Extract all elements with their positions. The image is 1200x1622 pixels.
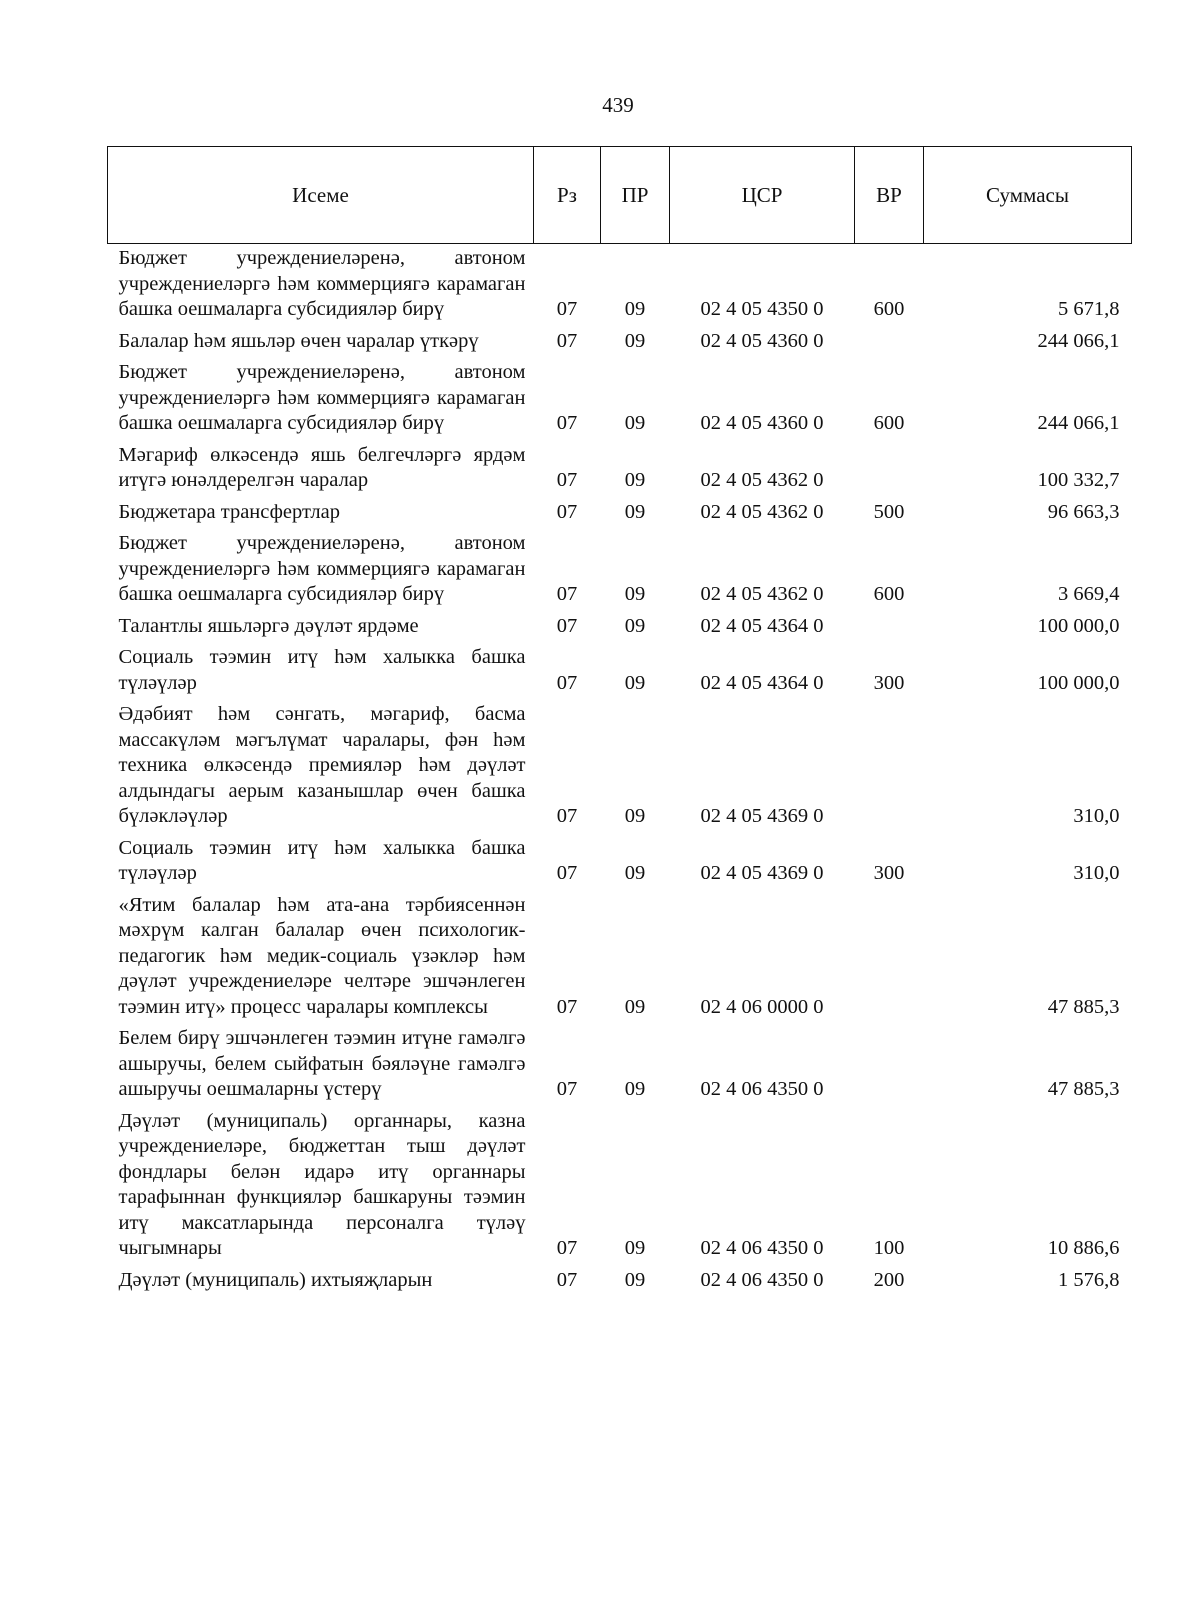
cell-sum: 1 576,8 <box>1058 1268 1120 1291</box>
table-row <box>108 1107 1132 1266</box>
cell-name: Бюджет учреждениеләренә, автоном учреждениеләргә һәм коммерциягә карамаган башка оешмаларга субсидияләр бирү <box>118 532 526 605</box>
cell-pr: 09 <box>624 500 646 523</box>
cell-rz: 07 <box>556 412 578 434</box>
cell-name: Социаль тәэмин итү һәм халыкка башка түләүләр <box>118 836 526 884</box>
cell-rz: 07 <box>556 1268 578 1291</box>
cell-csr: 02 4 06 4350 0 <box>700 1237 824 1259</box>
cell-vr: 600 <box>873 583 905 605</box>
cell-name: Белем бирү эшчәнлеген тәэмин итүне гамәлгә ашыручы, белем сыйфатын бәяләүне гамәлгә ашыручы оешмаларны үстерү <box>118 1027 526 1100</box>
table-row <box>108 1024 1132 1107</box>
cell-csr: 02 4 05 4362 0 <box>700 583 824 605</box>
cell-rz: 07 <box>556 329 578 352</box>
table-row <box>108 327 1132 359</box>
cell-csr: 02 4 05 4362 0 <box>700 500 824 523</box>
table-row <box>108 498 1132 530</box>
cell-rz: 07 <box>556 583 578 605</box>
cell-sum: 47 885,3 <box>1047 1078 1120 1100</box>
cell-rz: 07 <box>556 862 578 884</box>
cell-pr: 09 <box>624 329 646 352</box>
cell-pr: 09 <box>624 862 646 884</box>
cell-sum: 244 066,1 <box>1037 412 1120 434</box>
cell-name: Балалар һәм яшьләр өчен чаралар үткәрү <box>118 329 479 352</box>
cell-vr: 600 <box>873 298 905 320</box>
table-row <box>108 358 1132 441</box>
cell-name: Социаль тәэмин итү һәм халыкка башка түләүләр <box>118 646 526 694</box>
cell-name: «Ятим балалар һәм ата-ана тәрбиясеннән мәхрүм калган балалар өчен психологик-педагогик һәм медик-социаль үзәкләр һәм дәүләт учреждениеләре челтәре эшчәнлеген тәэмин итү» процесс чаралары комплексы <box>118 893 526 1018</box>
cell-pr: 09 <box>624 995 646 1018</box>
cell-vr: 300 <box>873 862 905 884</box>
header-name: Исеме <box>108 147 534 244</box>
cell-rz: 07 <box>556 805 578 827</box>
cell-sum: 244 066,1 <box>1037 329 1120 352</box>
cell-rz: 07 <box>556 671 578 694</box>
cell-vr <box>855 612 924 644</box>
cell-rz: 07 <box>556 614 578 637</box>
cell-pr: 09 <box>624 1268 646 1291</box>
cell-vr <box>855 327 924 359</box>
header-rz: Рз <box>534 147 601 244</box>
table-row <box>108 1266 1132 1298</box>
cell-name: Дәүләт (муниципаль) органнары, казна учреждениеләре, бюджеттан тыш дәүләт фондлары белән идарә итү органнары тарафыннан функцияләр башкаруны тәэмин итү максатларында персоналга түләү чыгымнары <box>118 1109 526 1259</box>
cell-vr: 200 <box>873 1268 905 1291</box>
page-number: 439 <box>602 93 634 117</box>
cell-csr: 02 4 06 4350 0 <box>700 1268 824 1291</box>
cell-sum: 100 332,7 <box>1037 469 1120 491</box>
cell-name: Әдәбият һәм сәнгать, мәгариф, басма массакүләм мәгълүмат чаралары, фән һәм техника өлкәсендә премияләр һәм дәүләт алдындагы аерым казанышлар өчен башка бүләкләүләр <box>118 703 526 827</box>
header-sum: Суммасы <box>924 147 1132 244</box>
table-row <box>108 441 1132 498</box>
table-row <box>108 891 1132 1025</box>
cell-rz: 07 <box>556 1078 578 1100</box>
header-pr: ПР <box>601 147 670 244</box>
cell-vr: 300 <box>873 671 905 694</box>
table-row <box>108 834 1132 891</box>
cell-rz: 07 <box>556 1237 578 1259</box>
cell-csr: 02 4 06 0000 0 <box>700 995 824 1018</box>
cell-name: Бюджет учреждениеләренә, автоном учреждениеләргә һәм коммерциягә карамаган башка оешмаларга субсидияләр бирү <box>118 247 526 320</box>
table-row <box>108 529 1132 612</box>
cell-sum: 96 663,3 <box>1047 500 1120 523</box>
cell-vr <box>855 891 924 1025</box>
cell-name: Дәүләт (муниципаль) ихтыяҗларын <box>118 1268 433 1291</box>
cell-csr: 02 4 05 4364 0 <box>700 671 824 694</box>
cell-pr: 09 <box>624 1078 646 1100</box>
cell-sum: 47 885,3 <box>1047 995 1120 1018</box>
cell-vr: 100 <box>873 1237 905 1259</box>
cell-rz: 07 <box>556 298 578 320</box>
cell-pr: 09 <box>624 298 646 320</box>
cell-pr: 09 <box>624 583 646 605</box>
table-row <box>108 244 1132 327</box>
cell-csr: 02 4 05 4360 0 <box>700 412 824 434</box>
cell-pr: 09 <box>624 469 646 491</box>
table-row <box>108 612 1132 644</box>
table-row <box>108 643 1132 700</box>
cell-vr: 500 <box>873 500 905 523</box>
cell-vr <box>855 700 924 834</box>
cell-sum: 10 886,6 <box>1047 1237 1120 1259</box>
budget-table <box>107 146 1132 1297</box>
table-row <box>108 700 1132 834</box>
table-header <box>108 147 1132 244</box>
cell-pr: 09 <box>624 671 646 694</box>
header-csr: ЦСР <box>670 147 855 244</box>
cell-sum: 3 669,4 <box>1058 583 1120 605</box>
cell-vr <box>855 441 924 498</box>
cell-vr: 600 <box>873 412 905 434</box>
cell-rz: 07 <box>556 995 578 1018</box>
cell-csr: 02 4 05 4369 0 <box>700 862 824 884</box>
cell-pr: 09 <box>624 614 646 637</box>
cell-sum: 100 000,0 <box>1037 614 1120 637</box>
cell-vr <box>855 1024 924 1107</box>
cell-pr: 09 <box>624 805 646 827</box>
cell-rz: 07 <box>556 500 578 523</box>
cell-pr: 09 <box>624 412 646 434</box>
cell-csr: 02 4 05 4364 0 <box>700 614 824 637</box>
cell-csr: 02 4 05 4369 0 <box>700 805 824 827</box>
cell-csr: 02 4 05 4362 0 <box>700 469 824 491</box>
cell-csr: 02 4 05 4350 0 <box>700 298 824 320</box>
table-body <box>108 244 1132 1298</box>
cell-sum: 5 671,8 <box>1058 298 1120 320</box>
cell-name: Мәгариф өлкәсендә яшь белгечләргә ярдәм итүгә юнәлдерелгән чаралар <box>118 443 526 491</box>
cell-csr: 02 4 05 4360 0 <box>700 329 824 352</box>
cell-sum: 310,0 <box>1073 805 1120 827</box>
cell-csr: 02 4 06 4350 0 <box>700 1078 824 1100</box>
header-vr: ВР <box>855 147 924 244</box>
cell-sum: 310,0 <box>1073 862 1120 884</box>
cell-name: Бюджет учреждениеләренә, автоном учреждениеләргә һәм коммерциягә карамаган башка оешмаларга субсидияләр бирү <box>118 361 526 434</box>
cell-pr: 09 <box>624 1237 646 1259</box>
cell-name: Бюджетара трансфертлар <box>118 500 341 523</box>
cell-rz: 07 <box>556 469 578 491</box>
cell-sum: 100 000,0 <box>1037 671 1120 694</box>
cell-name: Талантлы яшьләргә дәүләт ярдәме <box>118 614 419 637</box>
